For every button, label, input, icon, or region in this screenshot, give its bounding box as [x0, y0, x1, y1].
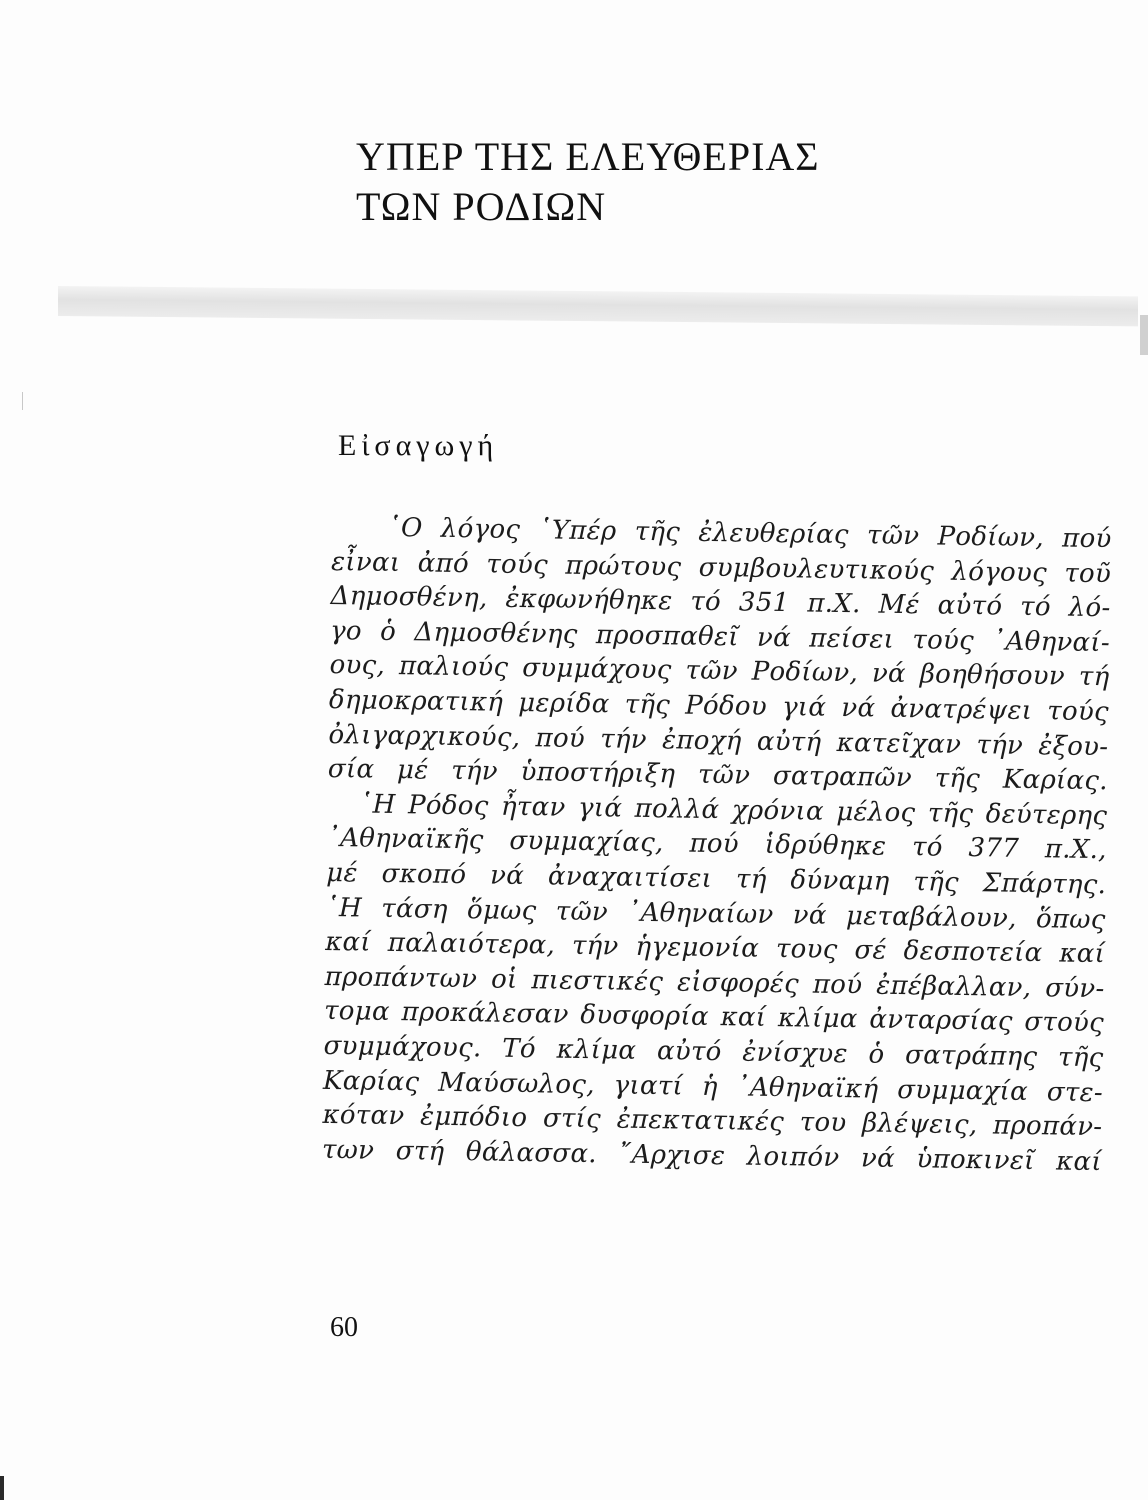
body-line: μέ σκοπό νά ἀναχαιτίσει τή δύναμη τῆς Σπάρτης.	[326, 857, 1107, 901]
body-line: τομα προκάλεσαν δυσφορία καί κλίμα ἀνταρσίας στούς	[323, 996, 1105, 1039]
chapter-title	[356, 132, 820, 232]
body-line: Καρίας Μαύσωλος, γιατί ἡ ᾿Αθηναϊκή συμμαχία στε-	[322, 1065, 1104, 1108]
body-line: ᾿Αθηναϊκῆς συμμαχίας, πού ἱδρύθηκε τό 377 π.Χ.,	[326, 823, 1107, 866]
body-line: ῾Ο λόγος ῾Υπέρ τῆς ἐλευθερίας τῶν Ροδίων, πού	[387, 512, 1112, 555]
page-edge-shadow	[1140, 315, 1148, 355]
body-line: ὀλιγαρχικούς, πού τήν ἐποχή αὐτή κατεῖχαν τήν ἐξου-	[328, 719, 1109, 762]
body-line: εἶναι ἀπό τούς πρώτους συμβουλευτικούς λόγους τοῦ	[330, 546, 1112, 589]
section-heading: Εἰσαγωγή	[338, 429, 499, 462]
body-text	[322, 510, 1112, 1179]
body-line: ῾Η τάση ὅμως τῶν ᾿Αθηναίων νά μεταβάλουν, ὅπως	[325, 892, 1106, 935]
body-line: Δημοσθένη, ἐκφωνήθηκε τό 351 π.Χ. Μέ αὐτό τό λό-	[330, 581, 1111, 624]
chapter-title-line-2: ΤΩΝ ΡΟΔΙΩΝ	[356, 184, 607, 229]
scan-mark	[22, 392, 23, 410]
body-line: των στή θάλασσα. ῎Αρχισε λοιπόν νά ὑποκινεῖ καί	[321, 1134, 1103, 1177]
chapter-title-line-1: ΥΠΕΡ ΤΗΣ ΕΛΕΥΘΕΡΙΑΣ	[356, 134, 820, 179]
body-line: ῾Η Ρόδος ἦταν γιά πολλά χρόνια μέλος τῆς δεύτερης	[359, 789, 1108, 831]
body-line: συμμάχους. Τό κλίμα αὐτό ἐνίσχυε ὁ σατράπης τῆς	[323, 1030, 1104, 1074]
decorative-band	[58, 286, 1138, 326]
body-line: κόταν ἐμπόδιο στίς ἐπεκτατικές του βλέψεις, προπάν-	[322, 1100, 1103, 1143]
body-line: καί παλαιότερα, τήν ἡγεμονία τους σέ δεσποτεία καί	[324, 927, 1106, 970]
page-number: 60	[330, 1312, 358, 1343]
scan-mark-bottom	[0, 1476, 4, 1500]
body-line: προπάντων οἱ πιεστικές εἰσφορές πού ἐπέβαλλαν, σύν-	[324, 961, 1105, 1004]
body-line: γο ὁ Δημοσθένης προσπαθεῖ νά πείσει τούς ᾿Αθηναί-	[329, 615, 1111, 659]
body-line: ους, παλιούς συμμάχους τῶν Ροδίων, νά βοηθήσουν τή	[329, 650, 1110, 693]
body-line: δημοκρατική μερίδα τῆς Ρόδου γιά νά ἀνατρέψει τούς	[328, 684, 1110, 728]
body-line: σία μέ τήν ὑποστήριξη τῶν σατραπῶν τῆς Καρίας.	[327, 754, 1109, 797]
